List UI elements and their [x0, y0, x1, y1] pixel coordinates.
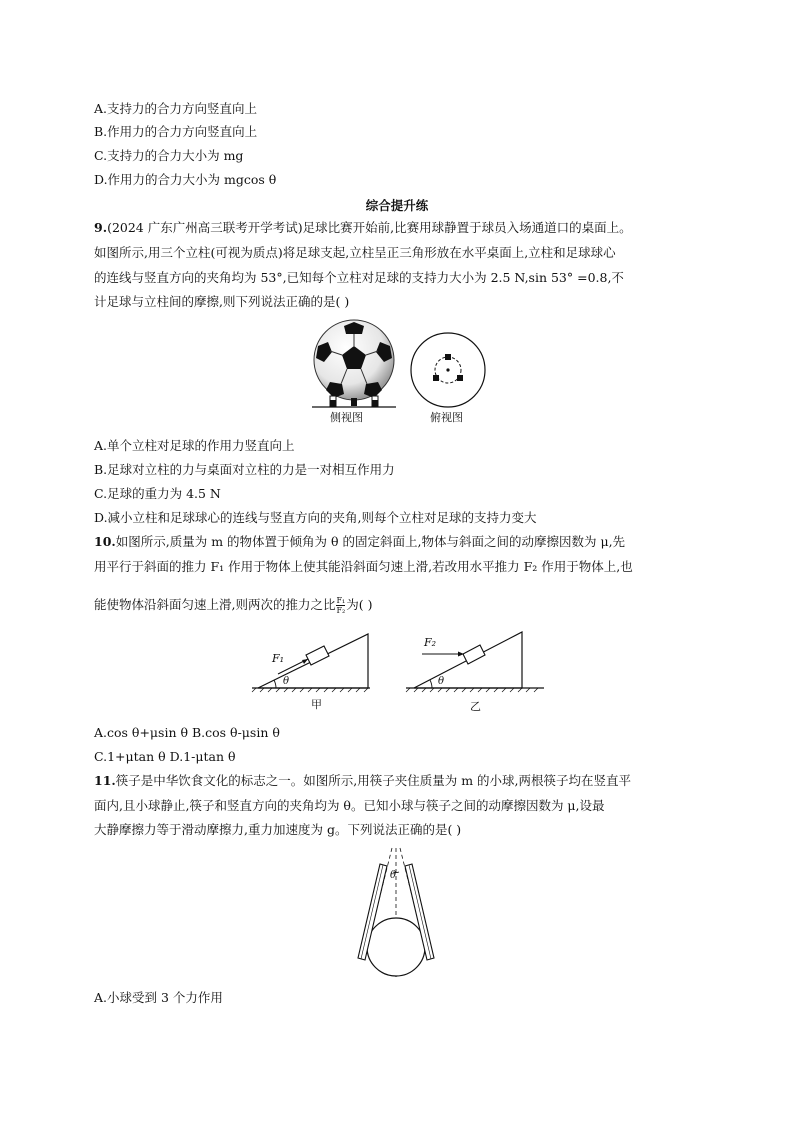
- q11-line-2: 面内,且小球静止,筷子和竖直方向的夹角均为 θ。已知小球与筷子之间的动摩擦因数为 μ,设最: [94, 798, 605, 813]
- q8-option-b: B.作用力的合力方向竖直向上: [94, 124, 258, 139]
- q10-ratio: [336, 596, 345, 615]
- q9-line-3: 的连线与竖直方向的夹角均为 53°,已知每个立柱对足球的支持力大小为 2.5 N,sin 53° =0.8,不: [94, 270, 624, 285]
- q9-option-b: B.足球对立柱的力与桌面对立柱的力是一对相互作用力: [94, 462, 395, 477]
- q10-fig-right-label: 乙: [470, 700, 481, 713]
- q8-option-d: D.作用力的合力大小为 mgcos θ: [94, 172, 277, 187]
- q9-line-1: [94, 220, 632, 236]
- q10-theta-left: θ: [283, 676, 290, 687]
- q10-incline-figures: [250, 628, 546, 714]
- q10-line-1: [94, 534, 625, 550]
- q9-option-c: C.足球的重力为 4.5 N: [94, 486, 221, 501]
- q9-top-view-figure: [408, 330, 488, 410]
- q10-tail: 为( ): [346, 597, 373, 612]
- q11-line-3: 大静摩擦力等于滑动摩擦力,重力加速度为 g。下列说法正确的是( ): [94, 822, 462, 837]
- q10-line-3: [94, 596, 372, 615]
- q10-number: 10.: [94, 534, 116, 549]
- q11-theta-label: θ: [390, 870, 397, 881]
- q11-option-a: A.小球受到 3 个力作用: [94, 990, 223, 1005]
- q11-chopsticks-figure: [350, 842, 446, 980]
- q11-line-1: [94, 773, 631, 789]
- q10-f2-label: F₂: [424, 636, 437, 649]
- q11-number: 11.: [94, 773, 116, 788]
- q10-theta-right: θ: [438, 676, 445, 687]
- q10-line-2: 用平行于斜面的推力 F₁ 作用于物体上使其能沿斜面匀速上滑,若改用水平推力 F₂ 作用于物体上,也: [94, 559, 633, 574]
- q9-line-2: 如图所示,用三个立柱(可视为质点)将足球支起,立柱呈正三角形放在水平桌面上,立柱和足球球心: [94, 245, 616, 260]
- q11-text-1: 筷子是中华饮食文化的标志之一。如图所示,用筷子夹住质量为 m 的小球,两根筷子均在竖直平: [115, 773, 631, 788]
- q10-options-row-1: A.cos θ+μsin θ B.cos θ-μsin θ: [94, 725, 280, 740]
- q8-option-a: A.支持力的合力方向竖直向上: [94, 101, 258, 116]
- q9-top-view-label: 俯视图: [430, 411, 463, 424]
- q8-option-c: C.支持力的合力大小为 mg: [94, 148, 244, 163]
- q9-option-a: A.单个立柱对足球的作用力竖直向上: [94, 438, 295, 453]
- q10-fig-left-label: 甲: [311, 698, 322, 711]
- q10-f1-label: F₁: [272, 652, 285, 665]
- q10-text-3: 能使物体沿斜面匀速上滑,则两次的推力之比: [94, 597, 336, 612]
- q9-option-d: D.减小立柱和足球球心的连线与竖直方向的夹角,则每个立柱对足球的支持力变大: [94, 510, 537, 525]
- q10-options-row-2: C.1+μtan θ D.1-μtan θ: [94, 749, 236, 764]
- q9-side-view-label: 侧视图: [330, 411, 363, 424]
- q9-line-4: 计足球与立柱间的摩擦,则下列说法正确的是( ): [94, 294, 350, 309]
- q10-ratio-numerator: F₁: [336, 596, 346, 605]
- q9-text-1: (2024 广东广州高三联考开学考试)足球比赛开始前,比赛用球静置于球员入场通道口的桌面上。: [107, 220, 632, 235]
- q10-ratio-denominator: F₂: [336, 606, 346, 615]
- q9-number: 9.: [94, 220, 108, 235]
- section-title: 综合提升练: [365, 198, 429, 213]
- q10-text-1: 如图所示,质量为 m 的物体置于倾角为 θ 的固定斜面上,物体与斜面之间的动摩擦因数为 μ,先: [115, 534, 626, 549]
